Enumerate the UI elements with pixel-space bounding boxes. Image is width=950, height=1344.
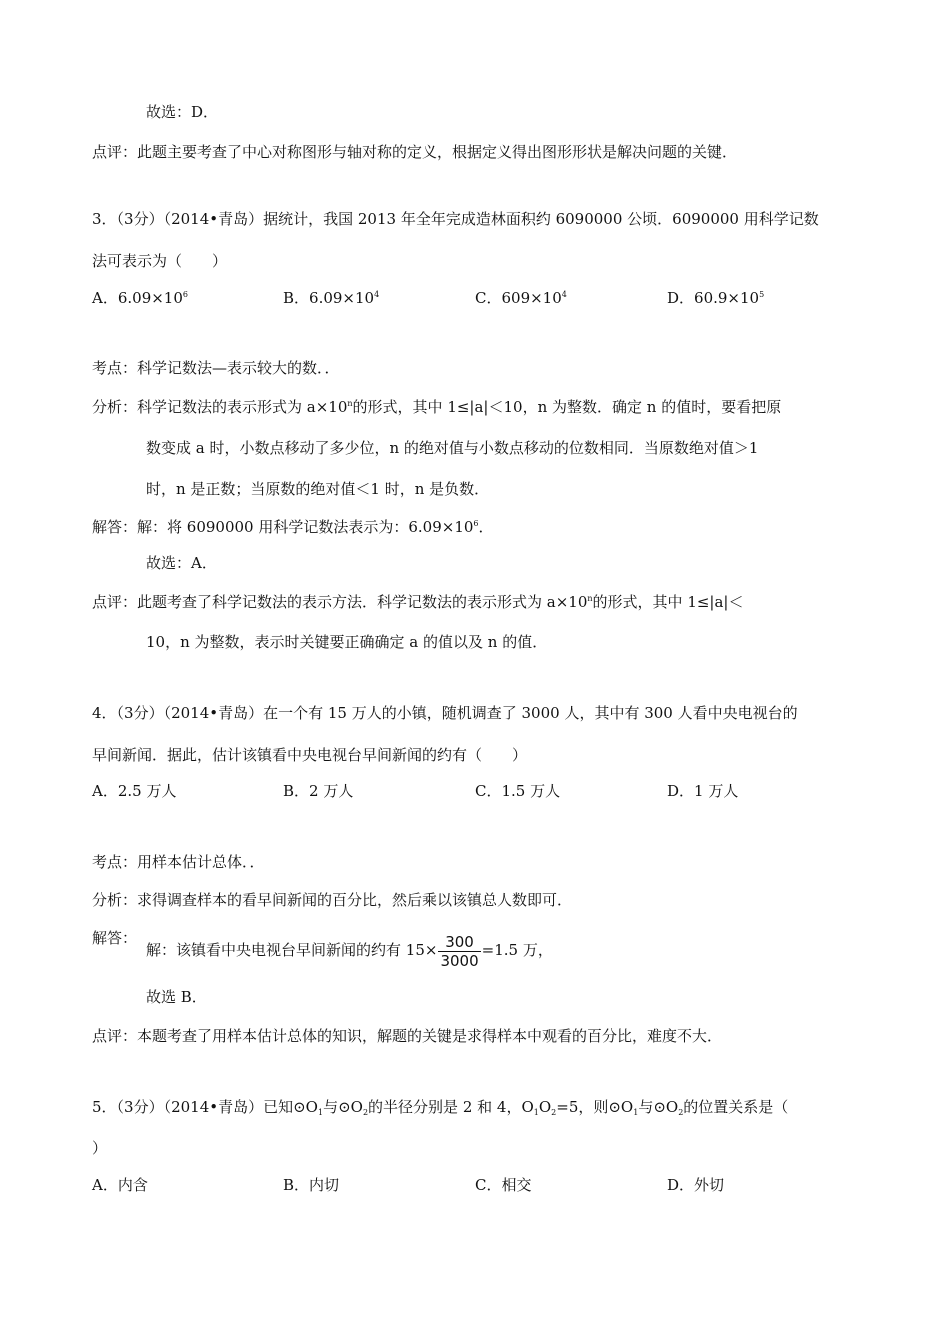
q3-stem-line2: 法可表示为（ ）: [92, 252, 228, 270]
q3-fenxi-line1: 分析：科学记数法的表示形式为 $a\times 10^n$的形式，其中 1≤|a|＜10，n 为整数．确定 n 的值时，要看把原: [92, 398, 782, 416]
q4-fenxi: [92, 890, 572, 910]
q5-stem-line2: ）: [92, 1139, 108, 1157]
comment-label: 点评：: [92, 1027, 138, 1045]
q4-option-d: D．1 万人: [667, 782, 739, 800]
q3-option-d: D．$60.9\times 10^5$: [667, 289, 765, 307]
fenxi-label: 分析：: [92, 398, 138, 416]
q3-fenxi-line2: 数变成 a 时，小数点移动了多少位，n 的绝对值与小数点移动的位数相同．当原数绝对值＞1: [146, 439, 759, 457]
q3-option-b: B．$6.09\times 10^4$: [283, 289, 380, 307]
q5-option-a: A．内含: [92, 1176, 148, 1194]
q3-comment-line1: 点评：此题考查了科学记数法的表示方法．科学记数法的表示形式为 $a\times 10^n$的形式，其中 1≤|a|＜: [92, 593, 744, 611]
q3-kaodian: [92, 358, 340, 378]
q3-choice: 故选：A．: [146, 554, 217, 572]
jieda-label: 解答：: [92, 518, 138, 536]
q4-choice: 故选 B．: [146, 988, 207, 1006]
q4-kaodian: [92, 852, 265, 872]
q5-stem-line1: 5．（3分）（2014•青岛）已知$⊙O_1$与$⊙O_2$的半径分别是 2 和 4，$O_1O_2=5$，则$⊙O_1$与$⊙O_2$的位置关系是（: [92, 1098, 789, 1117]
kaodian-label: 考点：: [92, 853, 138, 871]
q4-stem-line1: 4．（3分）（2014•青岛）在一个有 15 万人的小镇，随机调查了 3000 人，其中有 300 人看中央电视台的: [92, 704, 798, 722]
q2-comment: [92, 142, 737, 162]
q5-option-b: B．内切: [283, 1176, 340, 1194]
q5-option-d: D．外切: [667, 1176, 725, 1194]
fraction: $\frac{300}{3000}$: [440, 932, 479, 970]
comment-text: 此题主要考查了中心对称图形与轴对称的定义，根据定义得出图形形状是解决问题的关键．: [137, 143, 738, 161]
q4-option-a: A．2.5 万人: [92, 782, 177, 800]
comment-label: 点评：: [92, 143, 138, 161]
q3-comment-line2: 10，n 为整数，表示时关键要正确确定 a 的值以及 n 的值．: [146, 633, 548, 651]
q3-option-c: C．$609\times 10^4$: [475, 289, 567, 307]
q4-jieda-label: 解答：: [92, 929, 138, 947]
comment-text: 本题考查了用样本估计总体的知识，解题的关键是求得样本中观看的百分比，难度不大．: [137, 1027, 723, 1045]
q4-option-b: B．2 万人: [283, 782, 354, 800]
kaodian-text: 科学记数法—表示较大的数．．: [137, 359, 340, 377]
q5-option-c: C．相交: [475, 1176, 532, 1194]
q3-option-a: A．$6.09\times 10^6$: [92, 289, 188, 307]
kaodian-label: 考点：: [92, 359, 138, 377]
q2-choice: 故选：D．: [146, 103, 219, 121]
q4-comment: [92, 1026, 722, 1046]
q3-jieda: 解答：解：将 6090000 用科学记数法表示为：$6.09\times 10^6$．: [92, 518, 494, 536]
fenxi-label: 分析：: [92, 891, 138, 909]
fenxi-text: 求得调查样本的看早间新闻的百分比，然后乘以该镇总人数即可．: [137, 891, 573, 909]
q4-stem-line2: 早间新闻．据此，估计该镇看中央电视台早间新闻的约有（ ）: [92, 746, 528, 764]
q4-option-c: C．1.5 万人: [475, 782, 561, 800]
kaodian-text: 用样本估计总体．．: [137, 853, 265, 871]
q3-fenxi-line3: 时，n 是正数；当原数的绝对值＜1 时，n 是负数．: [146, 480, 490, 498]
q3-stem-line1: 3．（3分）（2014•青岛）据统计，我国 2013 年全年完成造林面积约 6090000 公顷．6090000 用科学记数: [92, 210, 819, 228]
comment-label: 点评：: [92, 593, 138, 611]
q4-jieda: 解：该镇看中央电视台早间新闻的约有 15× $\frac{300}{3000}$ =1.5 万，: [146, 932, 553, 970]
